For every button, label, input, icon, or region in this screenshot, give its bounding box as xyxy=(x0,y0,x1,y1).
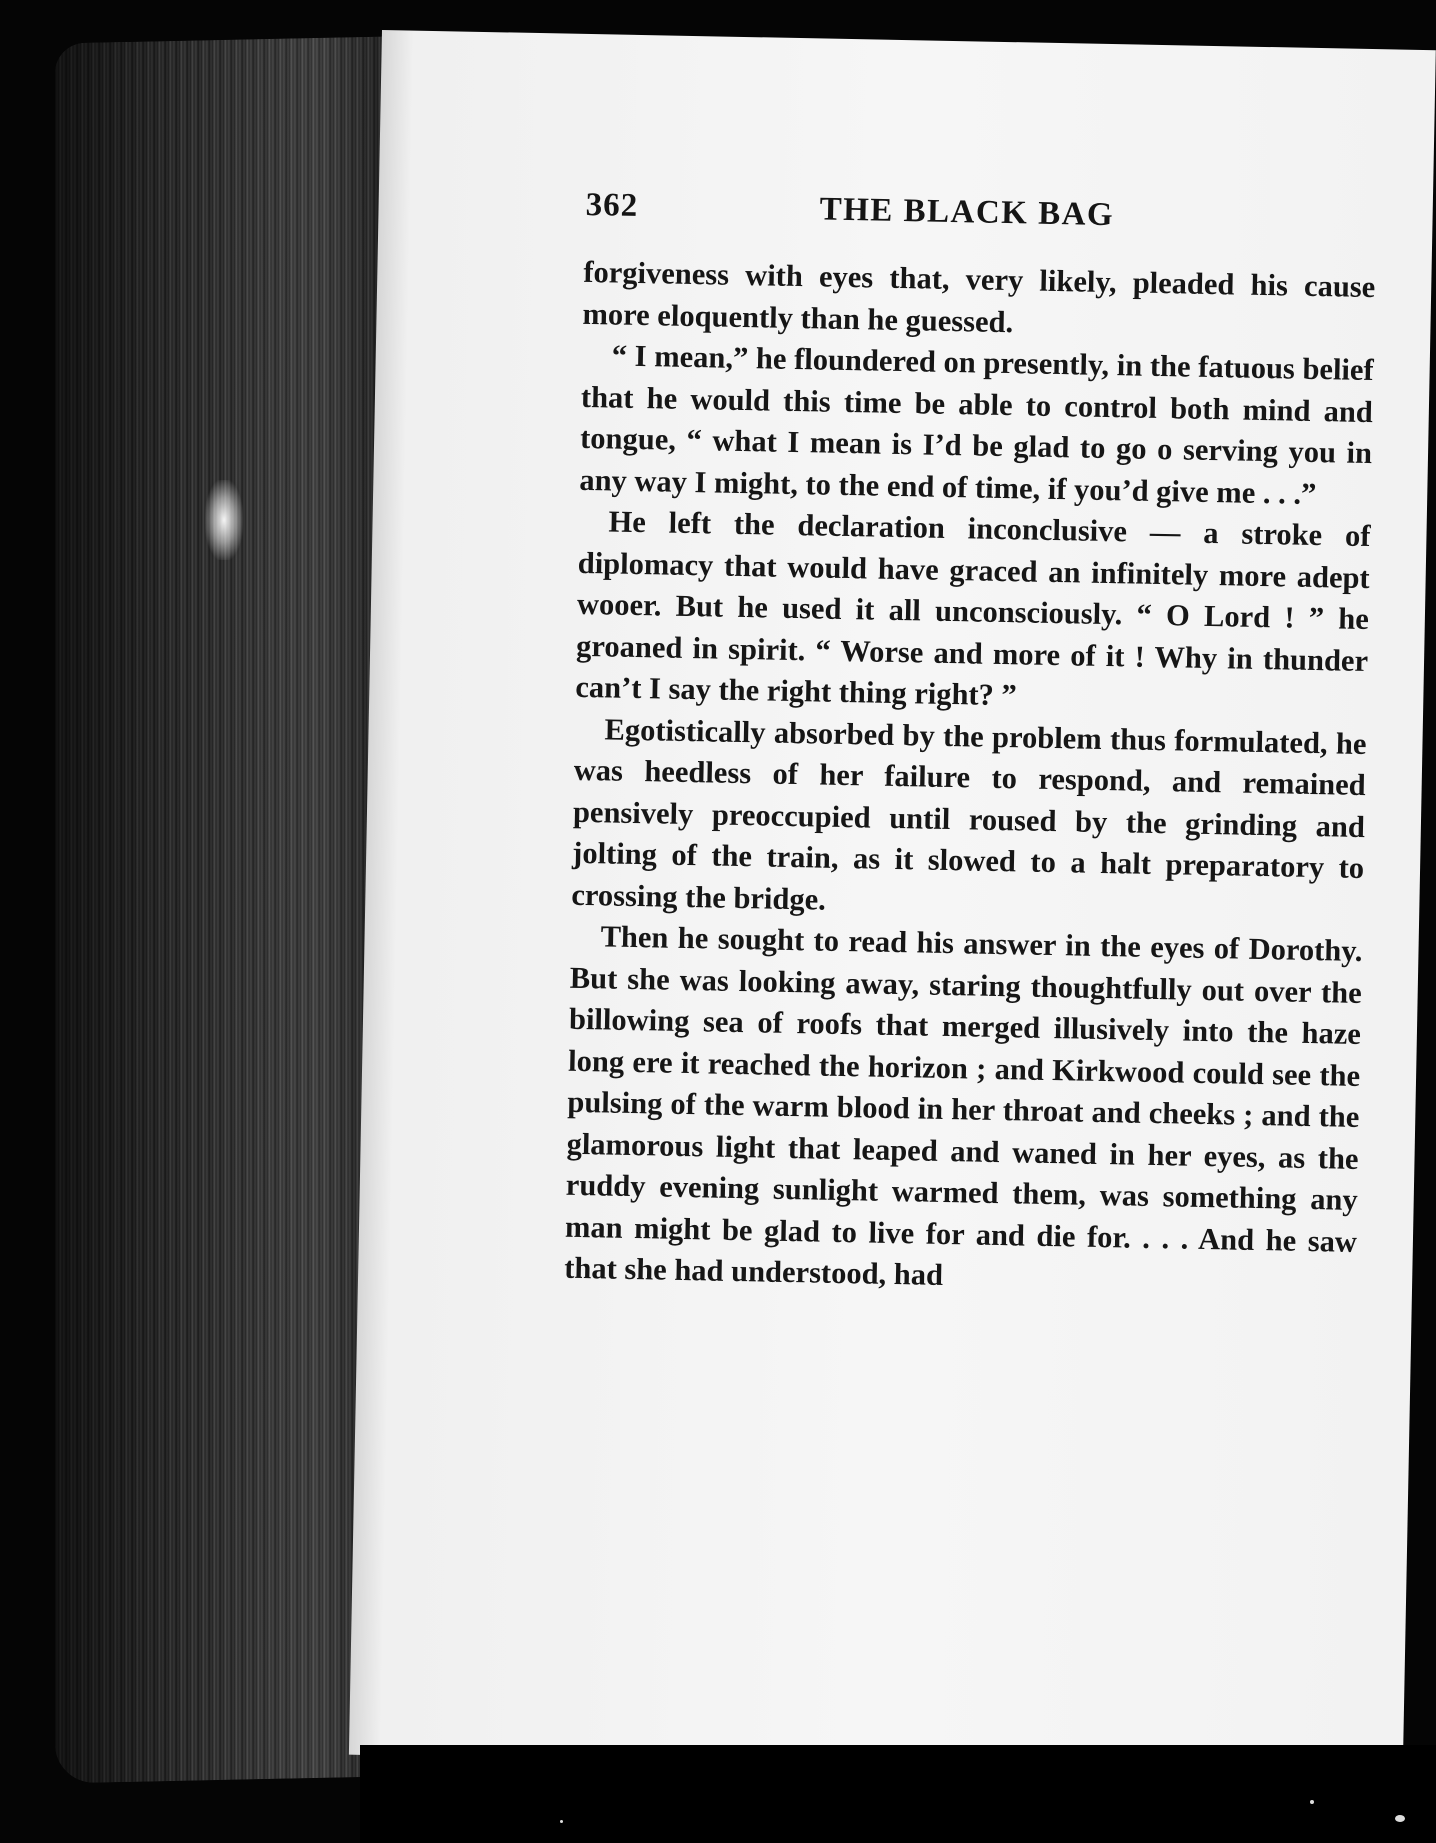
paragraph: Then he sought to read his answer in the eyes of Dorothy. But she was looking away, staring thoughtfully out over the billowing sea of roofs that merged illusively into the haze long ere it reached the horizon ; and Kirkwood could see the pulsing of the warm blood in her throat and cheeks ; and the glamorous light that leaped and waned in her eyes, as the ruddy evening sunlight warmed them, was something any man might be glad to live for and die for. . . . And he saw that she had understood, had xyxy=(563,919,1363,1292)
dust-speck xyxy=(1395,1815,1405,1822)
page-edges-shading xyxy=(55,37,385,1784)
running-title: THE BLACK BAG xyxy=(819,191,1115,234)
dust-speck xyxy=(560,1820,563,1823)
light-glare xyxy=(205,480,243,560)
paragraph: Egotistically absorbed by the problem thus formulated, he was heedless of her failure to respond, and remained pensively preoccupied until roused by the grinding and jolting of the train, as it slowed to a halt preparatory to crossing the bridge. xyxy=(571,711,1367,917)
dust-speck xyxy=(1310,1800,1314,1804)
page-number: 362 xyxy=(585,186,639,224)
paragraph: He left the declaration inconclusive — a stroke of diplomacy that would have graced an infinitely more adept wooer. But he used it all unconsciously. “ O Lord ! ” he groaned in spirit. “ Worse and more of it ! Why in thunder can’t I say the right thing right? ” xyxy=(575,504,1371,713)
paragraph: forgiveness with eyes that, very likely, pleaded his cause more eloquently than he guessed. xyxy=(582,254,1376,339)
running-head xyxy=(585,186,1186,234)
scan-bottom-shadow xyxy=(360,1745,1436,1843)
paragraph: “ I mean,” he floundered on presently, in the fatuous belief that he would this time be able to control both mind and tongue, “ what I mean is I’d be glad to go o serving you in any way I might, to the end of time, if you’d give me . . .” xyxy=(579,338,1374,511)
book-page xyxy=(349,30,1436,1775)
body-text xyxy=(564,252,1376,1305)
